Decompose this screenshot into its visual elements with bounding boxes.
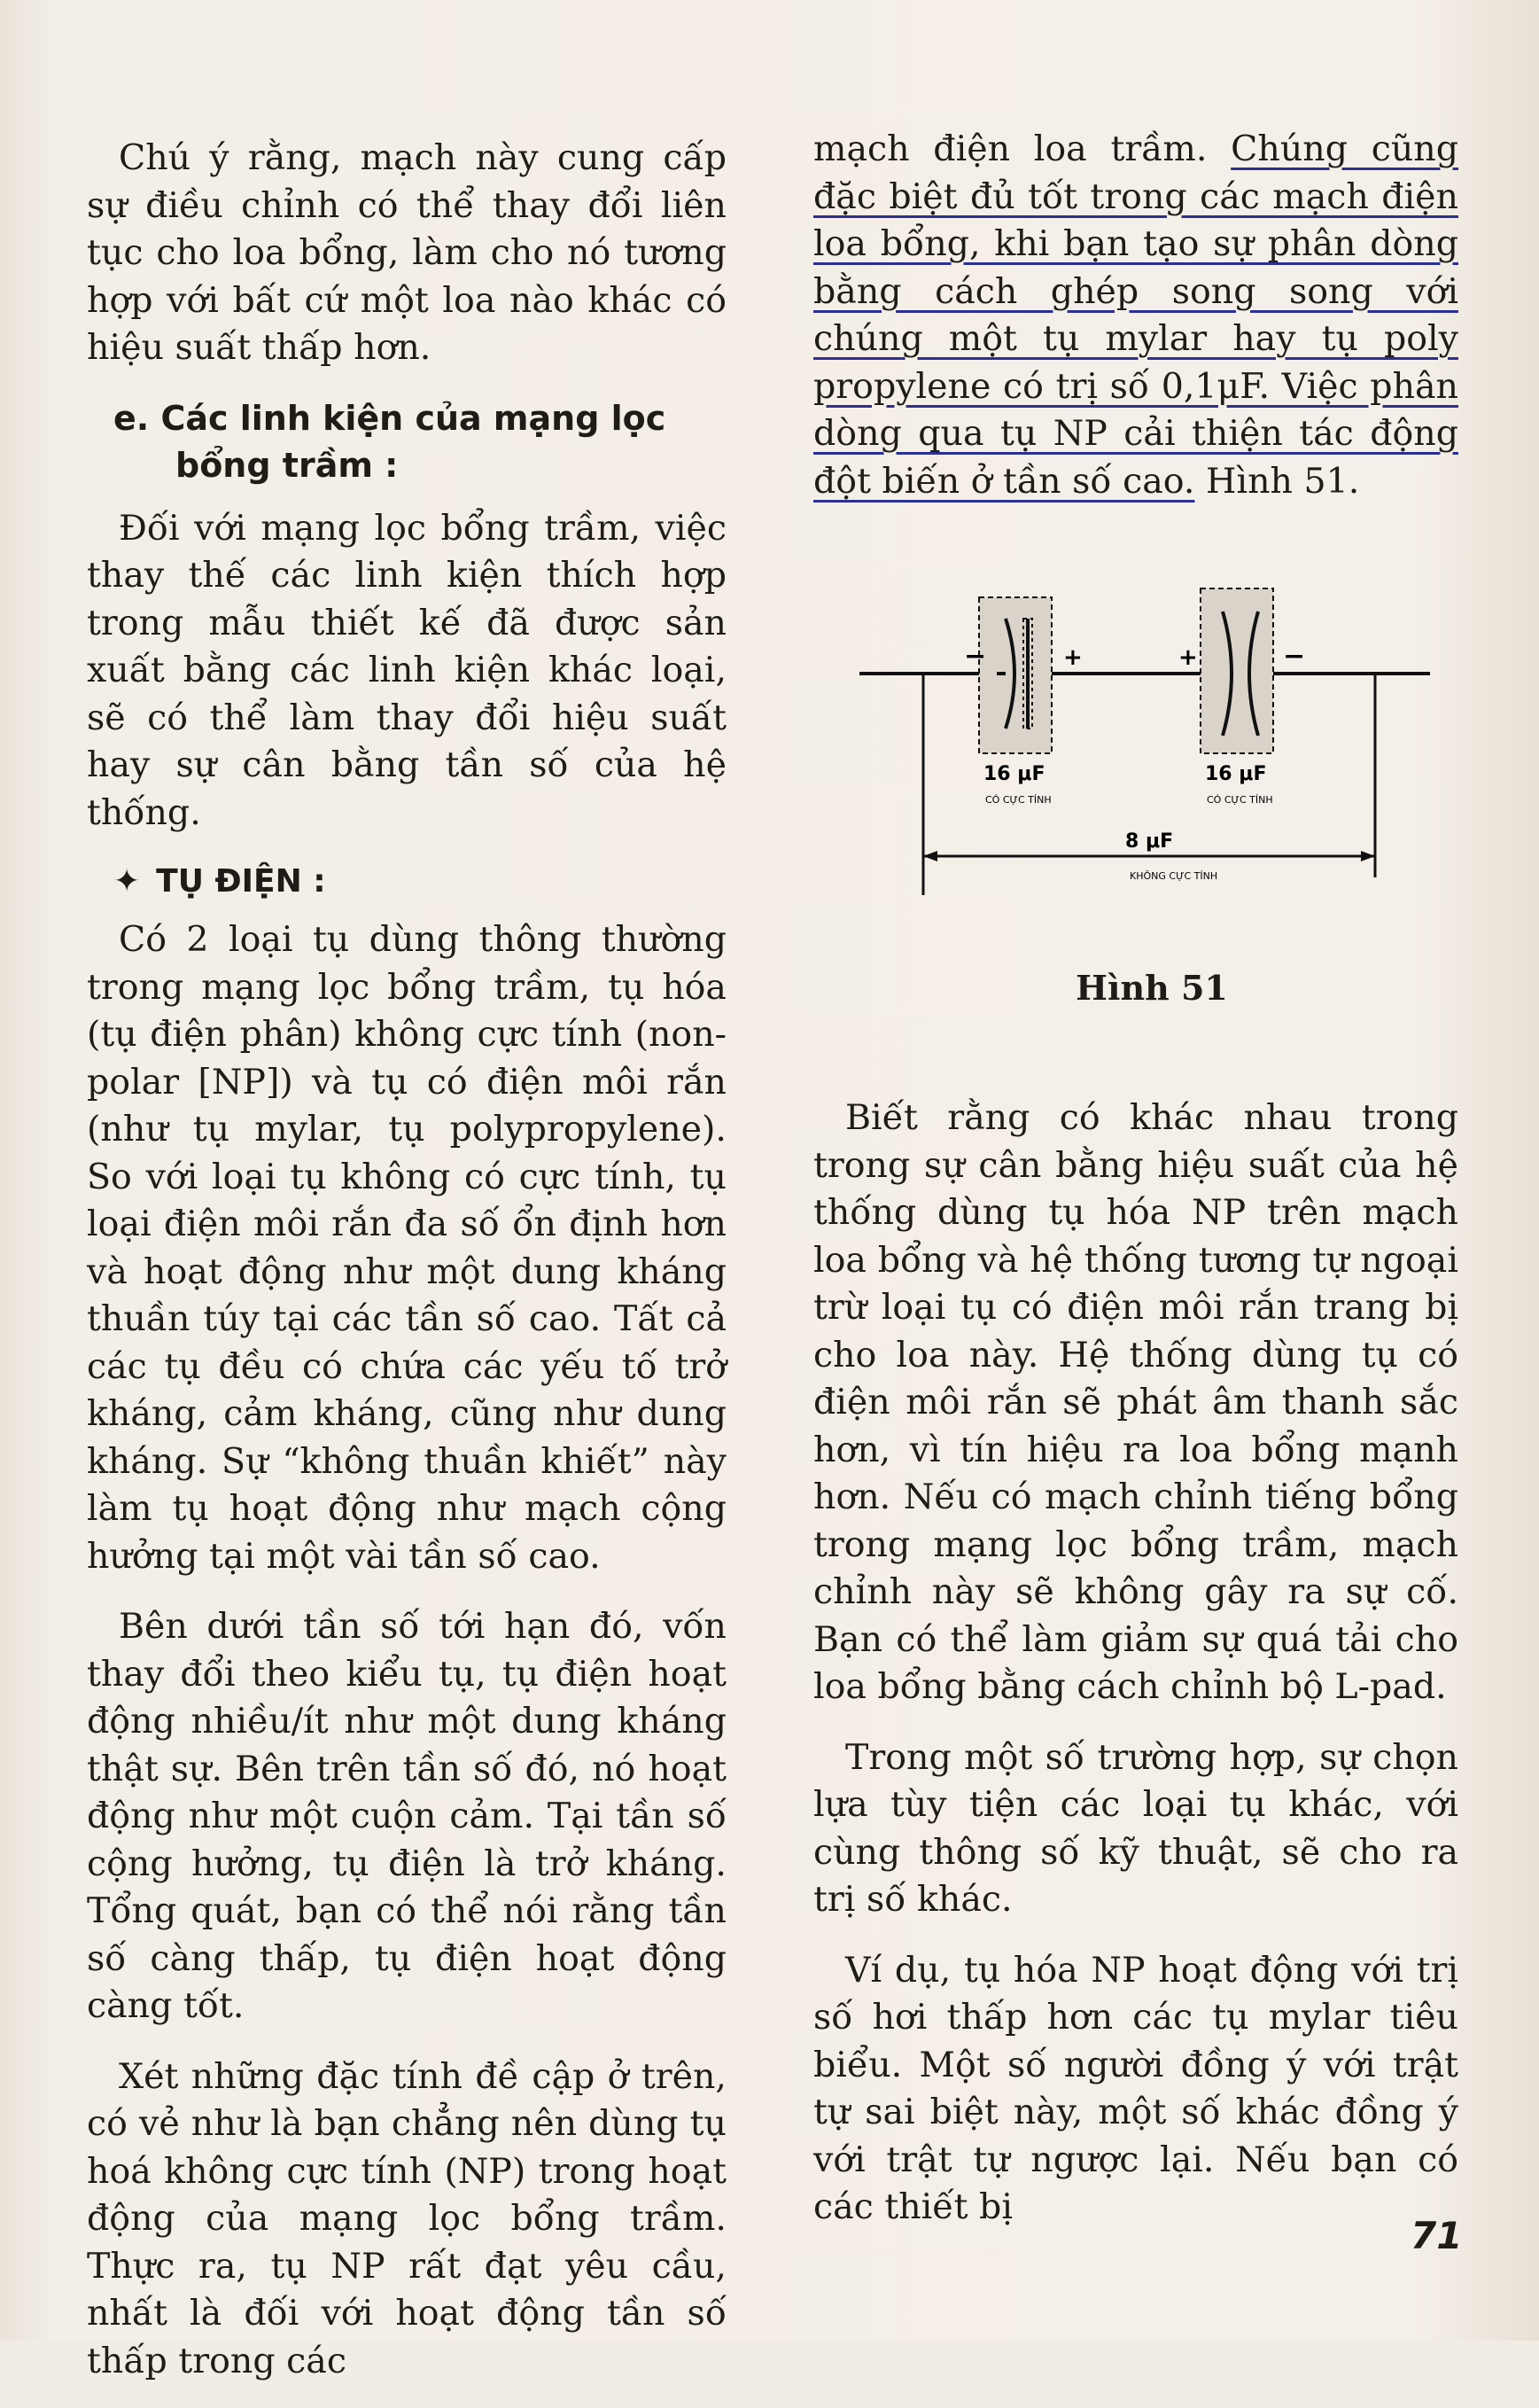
capacitor-1-value: 16 μF (983, 763, 1045, 785)
subheading-label: TỤ ĐIỆN : (156, 863, 326, 900)
capacitor-1-plus: + (1063, 644, 1083, 671)
figure-caption: Hình 51 (1076, 968, 1228, 1008)
capacitor-2-note: CÓ CỰC TÍNH (1207, 794, 1273, 806)
dimension-arrow-right (1361, 851, 1375, 861)
right-paragraph-2: Biết rằng có khác nhau trong trong sự cân bằng hiệu suất của hệ thống dùng tụ hóa NP trên mạch loa bổng và hệ thống tương tự ngoại trừ loại tụ có điện môi rắn trang bị cho loa này. Hệ thống dùng tụ có điện môi rắn sẽ phát âm thanh sắc hơn, vì tín hiệu ra loa bổng mạnh hơn. Nếu có mạch chỉnh tiếng bổng trong mạng lọc bổng trầm, mạch chỉnh này sẽ không gây ra sự cố. Bạn có thể làm giảm sự quá tải cho loa bổng bằng cách chỉnh bộ L-pad. (813, 1097, 1458, 1707)
dimension-arrow-left (923, 851, 937, 861)
right-paragraph-3: Trong một số trường hợp, sự chọn lựa tùy tiện các loại tụ khác, với cùng thông số kỹ thuật, sẽ cho ra trị số khác. (813, 1736, 1458, 1920)
right-column (813, 126, 1458, 528)
capacitor-1-minus: − (964, 641, 987, 672)
page-number: 71 (1411, 2214, 1463, 2257)
total-value: 8 μF (1125, 830, 1174, 853)
star-bullet-icon: ✦ (113, 863, 141, 900)
left-paragraph-3: Có 2 loại tụ dùng thông thường trong mạng lọc bổng trầm, tụ hóa (tụ điện phân) không cực tính (non-polar [NP]) và tụ có điện môi rắn (như tụ mylar, tụ polypropylene). So với loại tụ không có cực tính, tụ loại điện môi rắn đa số ổn định hơn và hoạt động như một dung kháng thuần túy tại các tần số cao. Tất cả các tụ đều có chứa các yếu tố trở kháng, cảm kháng, cũng như dung kháng. Sự “không thuần khiết” này làm tụ hoạt động như mạch cộng hưởng tại một vài tần số cao. (87, 919, 727, 1577)
capacitor-2-value: 16 μF (1205, 763, 1267, 785)
capacitor-1-note: CÓ CỰC TÍNH (985, 794, 1052, 806)
subheading-capacitor (113, 860, 727, 904)
left-column (87, 135, 727, 2408)
right-paragraph-1-end: Hình 51. (1194, 460, 1360, 502)
left-paragraph-1: Chú ý rằng, mạch này cung cấp sự điều chỉnh có thể thay đổi liên tục cho loa bổng, làm cho nó tương hợp với bất cứ một loa nào khác có hiệu suất thấp hơn. (87, 137, 727, 368)
capacitor-2-minus: − (1283, 641, 1306, 672)
underlined-passage: Chúng cũng đặc biệt đủ tốt trong các mạch điện loa bổng, khi bạn tạo sự phân dòng bằng cách ghép song song với chúng một tụ mylar hay tụ poly propylene có trị số 0,1μF. Việc phân dòng qua tụ NP cải thiện tác động đột biến ở tần số cao. (813, 129, 1458, 502)
figure-51-circuit (842, 576, 1444, 913)
right-paragraph-4: Ví dụ, tụ hóa NP hoạt động với trị số hơi thấp hơn các tụ mylar tiêu biểu. Một số người đồng ý với trật tự sai biệt này, một số khác đồng ý với trật tự ngược lại. Nếu bạn có các thiết bị (813, 1949, 1458, 2227)
right-paragraph-1-start: mạch điện loa trầm. (813, 129, 1232, 169)
left-paragraph-4: Bên dưới tần số tới hạn đó, vốn thay đổi theo kiểu tụ, tụ điện hoạt động nhiều/ít như một dung kháng thật sự. Bên trên tần số đó, nó hoạt động như một cuộn cảm. Tại tần số cộng hưởng, tụ điện là trở kháng. Tổng quát, bạn có thể nói rằng tần số càng thấp, tụ điện hoạt động càng tốt. (87, 1606, 727, 2026)
right-paragraph-1 (813, 126, 1458, 505)
capacitor-2-plus: + (1178, 644, 1198, 671)
right-column-lower (813, 1095, 1458, 2255)
left-paragraph-5: Xét những đặc tính đề cập ở trên, có vẻ như là bạn chẳng nên dùng tụ hoá không cực tính (NP) trong hoạt động của mạng lọc bổng trầm. Thực ra, tụ NP rất đạt yêu cầu, nhất là đối với hoạt động tần số thấp trong các (87, 2055, 727, 2381)
total-note: KHÔNG CỰC TÍNH (1130, 870, 1218, 882)
left-paragraph-2: Đối với mạng lọc bổng trầm, việc thay thế các linh kiện thích hợp trong mẫu thiết kế đã được sản xuất bằng các linh kiện khác loại, sẽ có thể làm thay đổi hiệu suất hay sự cân bằng tần số của hệ thống. (87, 507, 727, 833)
section-heading: e. Các linh kiện của mạng lọc bổng trầm : (113, 398, 666, 485)
capacitor-2-body (1201, 588, 1273, 753)
